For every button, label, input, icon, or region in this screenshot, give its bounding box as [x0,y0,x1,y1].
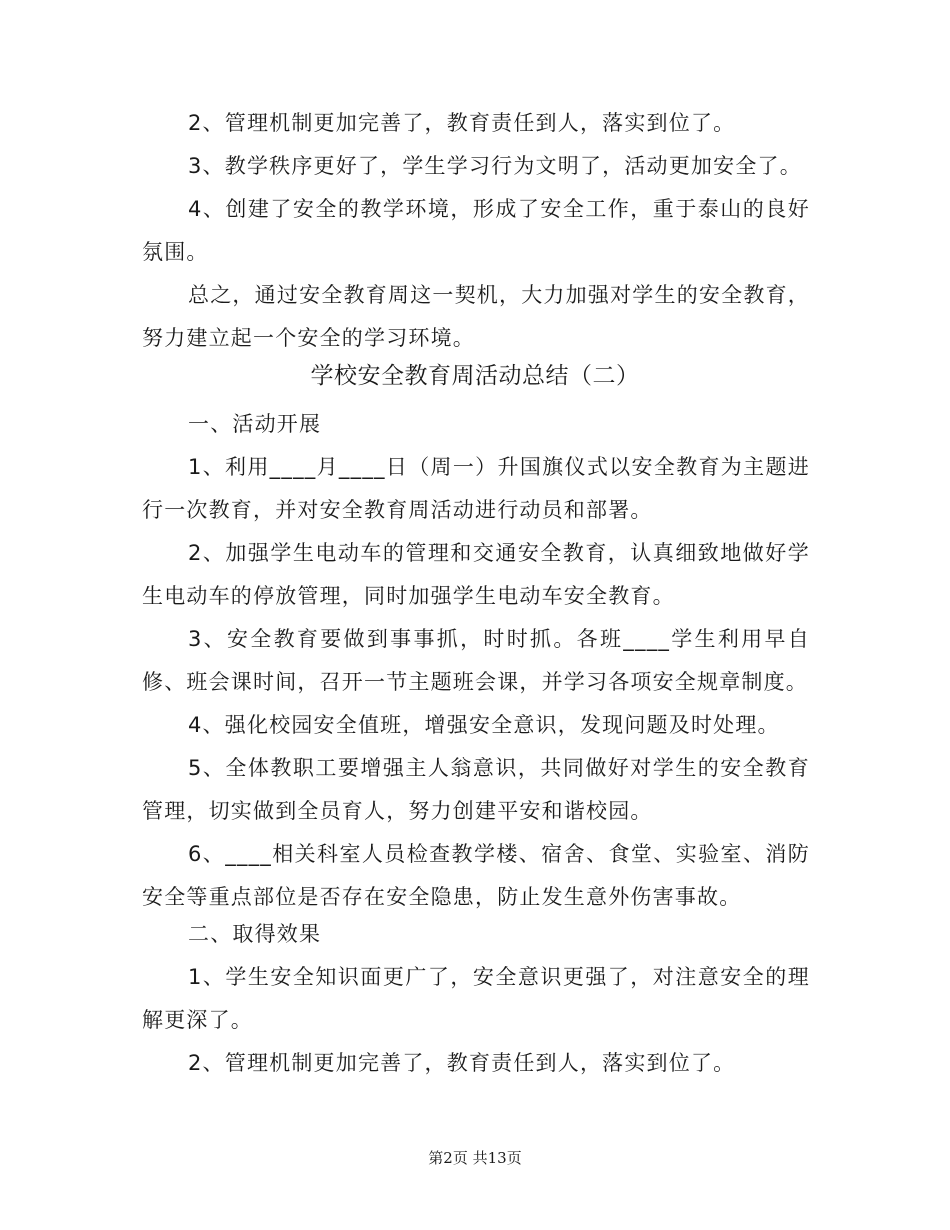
activity-item-5: 5、全体教职工要增强主人翁意识，共同做好对学生的安全教育管理，切实做到全员育人，努力创建平安和谐校园。 [142,756,810,823]
result-item-2: 2、管理机制更加完善了，教育责任到人，落实到位了。 [188,1051,736,1075]
activity-item-2: 2、加强学生电动车的管理和交通安全教育，认真细致地做好学生电动车的停放管理，同时加强学生电动车安全教育。 [142,541,810,608]
paragraph-summary: 总之，通过安全教育周这一契机，大力加强对学生的安全教育，努力建立起一个安全的学习环境。 [142,283,810,350]
heading-activities: 一、活动开展 [188,412,322,436]
activity-item-6: 6、____相关科室人员检查教学楼、宿舍、食堂、实验室、消防安全等重点部位是否存在安全隐患，防止发生意外伤害事故。 [142,842,810,909]
paragraph-mechanism: 2、管理机制更加完善了，教育责任到人，落实到位了。 [188,111,736,135]
result-item-1: 1、学生安全知识面更广了，安全意识更强了，对注意安全的理解更深了。 [142,965,810,1032]
heading-results: 二、取得效果 [188,922,322,946]
section-title: 学校安全教育周活动总结（二） [310,363,640,389]
paragraph-environment: 4、创建了安全的教学环境，形成了安全工作，重于泰山的良好氛围。 [142,197,810,264]
activity-item-4: 4、强化校园安全值班，增强安全意识，发现问题及时处理。 [188,713,780,737]
activity-item-3: 3、安全教育要做到事事抓，时时抓。各班____学生利用早自修、班会课时间，召开一节主题班会课，并学习各项安全规章制度。 [142,627,810,694]
page-number: 第2页 共13页 [428,1149,522,1167]
activity-item-1: 1、利用____月____日（周一）升国旗仪式以安全教育为主题进行一次教育，并对安全教育周活动进行动员和部署。 [142,455,810,522]
paragraph-order: 3、教学秩序更好了，学生学习行为文明了，活动更加安全了。 [188,154,802,178]
